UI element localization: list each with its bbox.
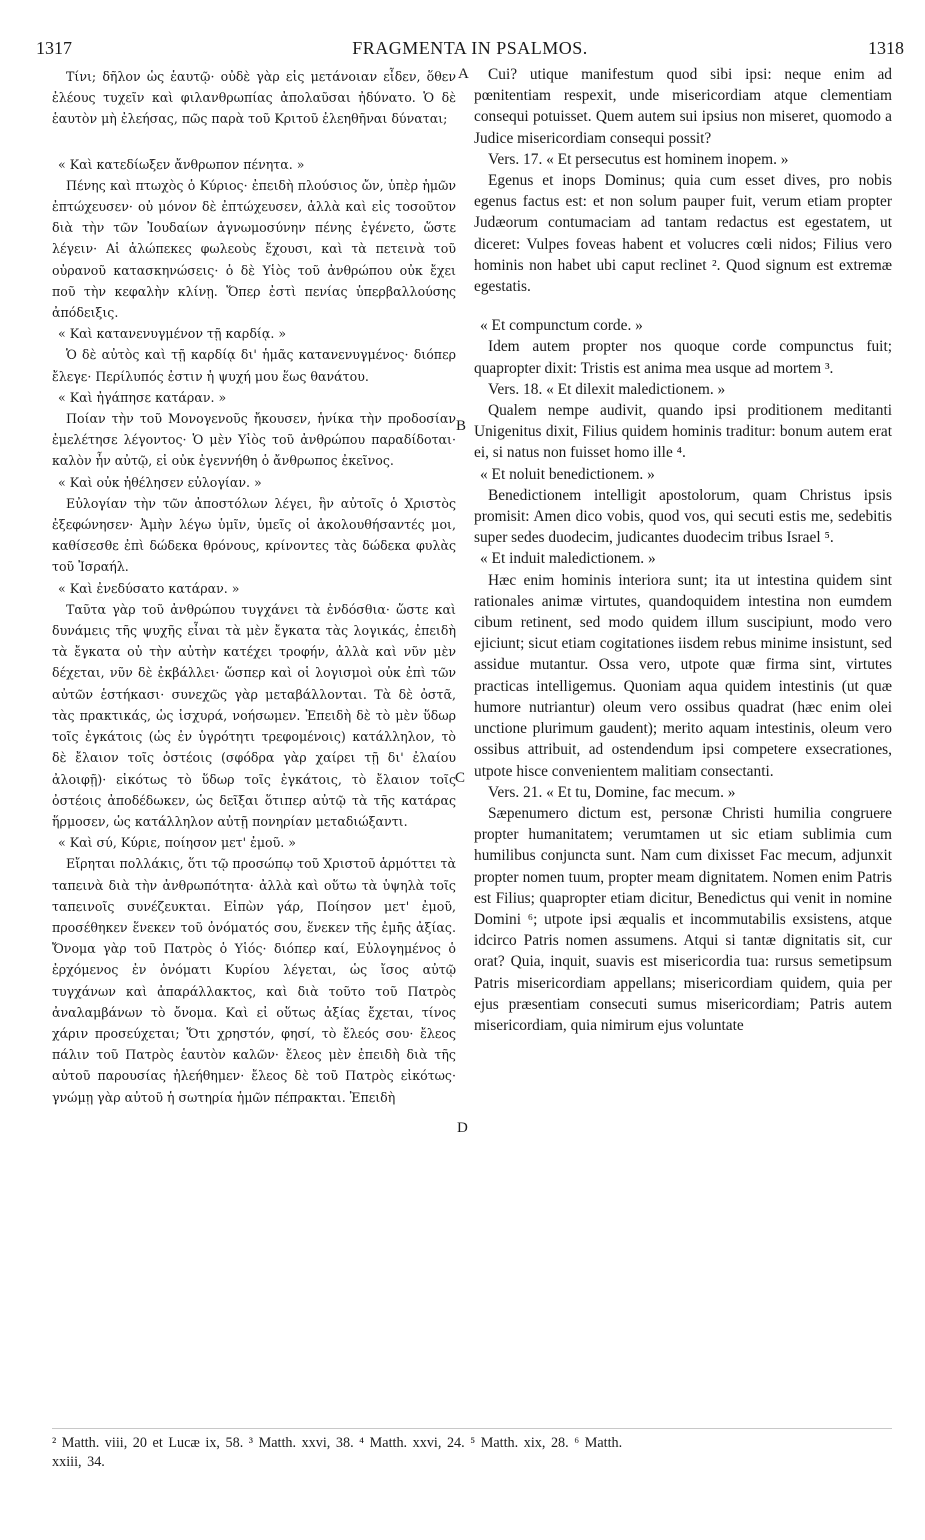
running-header xyxy=(36,38,904,64)
latin-paragraph: Benedictionem intelligit apostolorum, quam Christus ipsis promisit: Amen dico vobis, quod vos, qui secuti estis me, sedebitis super sedes duodecim, judicantes duodecim tribus Israel ⁵. xyxy=(474,486,892,547)
latin-paragraph: Idem autem propter nos quoque corde compunctus fuit; quapropter dixit: Tristis est anima mea usque ad mortem ³. xyxy=(474,338,892,377)
latin-paragraph: Sæpenumero dictum est, personæ Christi humilia congruere propter humanitatem; verumtamen ut sic etiam sublimia cum humilibus conjuncta sunt. Nam cum dixisset Fac mecum, adjunxit propter nomen tuum, propter meam dignitatem. Nomen enim Patris est Filius; quapropter etiam dicitur, Benedictus qui venit in nomine Domini ⁶; utpote ipsi æqualis et incommutabilis exsistens, atque idcirco Patris nomen assumens. Atqui si tantæ dignitatis sit, cur orat? Quia, inquit, suavis est misericordia tua: rursus semetipsum Patris misericordiam appellans; misericordiam quidem, quia per ejus præsentiam consecuti sumus misericordiam; Patris autem misericordiam, quia nimirum ejus voluntate xyxy=(474,804,892,1034)
greek-verse-heading: « Καὶ κατανενυγμένον τῇ καρδίᾳ. » xyxy=(58,326,287,342)
greek-paragraph: Εὐλογίαν τὴν τῶν ἀποστόλων λέγει, ἣν αὐτοῖς ὁ Χριστὸς ἐξεφώνησεν· Ἀμὴν λέγω ὑμῖν, ὑμεῖς οἱ ἀκολουθήσαντές μοι, καθίσεσθε ἐπὶ δώδεκα θρόνους, κρίνοντες τὰς δώδεκα φυλὰς τοῦ Ἰσραήλ. xyxy=(52,495,456,575)
latin-paragraph: Egenus et inops Dominus; quia cum esset dives, pro nobis egenus factus est: et non solum pauper fuit, verum etiam propter Judæorum contumaciam ad tantam redactus est egestatem, ut diceret: Vulpes foveas habent et volucres cœli nidos; Filius vero hominis non habet ubi caput reclinet ². Quod signum est extremæ egestatis. xyxy=(474,172,892,296)
latin-verse-heading: « Et induit maledictionem. » xyxy=(480,550,656,568)
greek-verse-heading: « Καὶ σύ, Κύριε, ποίησον μετ' ἐμοῦ. » xyxy=(58,835,296,851)
latin-verse-heading: Vers. 18. « Et dilexit maledictionem. » xyxy=(488,380,726,398)
footnote-line: xxiii, 34. xyxy=(52,1454,105,1470)
latin-paragraph: Qualem nempe audivit, quando ipsi proditionem meditanti Unigenitus dixit, Filius quidem hominis traditur: bonum autem erat ei, si natus non fuisset homo ille ⁴. xyxy=(474,402,892,462)
greek-paragraph: Εἴρηται πολλάκις, ὅτι τῷ προσώπῳ τοῦ Χριστοῦ ἁρμόττει τὰ ταπεινὰ διὰ τὴν ἀνθρωπότητα· ἀλλὰ καὶ οὕτω τὰ ὑψηλὰ τοῖς ταπεινοῖς συνέζευκται. Εἰπὼν γάρ, Ποίησον μετ' ἐμοῦ, προσέθηκεν ἕνεκεν τοῦ ὀνόματός σου, ἕνεκεν τῆς ἐμῆς ἀξίας. Ὄνομα γὰρ τοῦ Πατρὸς ὁ Υἱός· διόπερ καί, Εὐλογημένος ὁ ἐρχόμενος ἐν ὀνόματι Κυρίου λέγεται, ὡς ἴσος αὐτῷ τυγχάνων καὶ ἀπαράλλακτος, καὶ διὰ τοῦτο τοῦ Πατρὸς ἀναλαμβάνων τὸ ὄνομα. Καὶ εἰ οὕτως ἀξίας ἔχεται, τίνος χάριν προσεύχεται; Ὅτι χρηστόν, φησί, τὸ ἔλεός σου· ἔλεος πάλιν τοῦ Πατρὸς ἑαυτὸν καλῶν· ἔλεος μὲν ἐπειδὴ διὰ τῆς αὐτοῦ παρουσίας ἠλεήθημεν· ἔλεος δὲ τοῦ Πατρὸς εἰκότως· γνώμῃ γὰρ αὐτοῦ ἡ σωτηρία ἡμῶν πέπρακται. Ἐπειδὴ xyxy=(52,856,456,1105)
latin-verse-heading: Vers. 17. « Et persecutus est hominem inopem. » xyxy=(488,150,789,168)
latin-paragraph: Cui? utique manifestum quod sibi ipsi: neque enim ad pœnitentiam respexit, unde misericordiam atque clementiam consequi potuisset. Quem autem sui ipsius non miseret, quomodo a Judice misericordiam consequi possit? xyxy=(474,66,892,147)
page-number-right: 1318 xyxy=(868,38,904,58)
greek-paragraph: Ταῦτα γὰρ τοῦ ἀνθρώπου τυγχάνει τὰ ἐνδόσθια· ὥστε καὶ δυνάμεις τῆς ψυχῆς εἶναι τὰ μὲν ἔγκατα τὰς λογικάς, ἐπειδὴ τὰ ἔγκατα οὐ τὴν αὐτὴν κατέχει τροφήν, ἀλλὰ καὶ νῦν μὲν δέχεται, νῦν δὲ ἐκβάλλει· ὥσπερ καὶ οἱ λογισμοὶ οὐκ ἐπὶ τῶν αὐτῶν ἑστήκασι· συνεχῶς γὰρ μεταβάλλονται. Τὰ δὲ ὀστᾶ, τὰς πρακτικάς, ὡς ἰσχυρά, νοήσωμεν. Ἐπειδὴ δὲ τὸ μὲν ὕδωρ τοῖς ἐγκάτοις (ὡς ἐν ὑγρότητι τρεφομένοις) κατάλληλον, τὸ δὲ ἔλαιον τοῖς ὀστέοις (σφόδρα γὰρ χαίρει τῇ δι' ἐλαίου ἀλοιφῇ)· εἰκότως τὸ ὕδωρ τοῖς ἐγκάτοις, τὸ ἔλαιον τοῖς ὀστέοις ἀποδέδωκεν, ὡς δεῖξαι ὅτιπερ αὐτῷ τὰ τῆς κατάρας ἥρμοσεν, ὡς κατάλληλον αὐτῇ πονηρίαν μεταδιώξαντι. xyxy=(52,601,456,829)
greek-paragraph: Ὁ δὲ αὐτὸς καὶ τῇ καρδίᾳ δι' ἡμᾶς κατανενυγμένος· διόπερ ἔλεγε· Περίλυπός ἐστιν ἡ ψυχή μου ἕως θανάτου. xyxy=(52,347,456,384)
latin-column xyxy=(474,64,892,1036)
margin-marker-b: B xyxy=(456,418,467,434)
greek-verse-heading: « Καὶ ἐνεδύσατο κατάραν. » xyxy=(58,580,240,596)
greek-verse-heading: « Καὶ ἠγάπησε κατάραν. » xyxy=(58,389,227,405)
greek-paragraph: Ποίαν τὴν τοῦ Μονογενοῦς ἤκουσεν, ἡνίκα τὴν προδοσίαν ἐμελέτησε λέγοντος· Ὁ μὲν Υἱὸς τοῦ ἀνθρώπου παραδίδοται· καλὸν ἦν αὐτῷ, εἰ οὐκ ἐγεννήθη ὁ ἄνθρωπος ἐκεῖνος. xyxy=(52,411,456,469)
greek-paragraph: Πένης καὶ πτωχὸς ὁ Κύριος· ἐπειδὴ πλούσιος ὤν, ὑπὲρ ἡμῶν ἐπτώχευσεν· οὐ μόνον δὲ ἐπτώχευσεν, ἀλλὰ καὶ εἰς τοσοῦτον διὰ τὴν τῶν Ἰουδαίων ἀγνωμοσύνην πένης ἐγένετο, ὥστε λέγειν· Αἱ ἀλώπεκες φωλεοὺς ἔχουσι, καὶ τὰ πετεινὰ τοῦ οὐρανοῦ κατασκηνώσεις· ὁ δὲ Υἱὸς τοῦ ἀνθρώπου οὐκ ἔχει ποῦ τὴν κεφαλὴν κλίνῃ. Ὅπερ ἐστὶ πενίας ὑπερβαλλούσης ἀπόδειξις. xyxy=(52,177,456,321)
latin-verse-heading: Vers. 21. « Et tu, Domine, fac mecum. » xyxy=(488,783,736,801)
greek-column xyxy=(52,64,456,1108)
running-title: FRAGMENTA IN PSALMOS. xyxy=(352,38,588,58)
greek-verse-heading: « Καὶ οὐκ ἠθέλησεν εὐλογίαν. » xyxy=(58,474,262,490)
margin-marker-a: A xyxy=(458,66,469,82)
margin-marker-d: D xyxy=(457,1120,468,1136)
footnote-rule xyxy=(52,1428,892,1429)
footnote-line: ² Matth. viii, 20 et Lucæ ix, 58. ³ Matth. xxvi, 38. ⁴ Matth. xxvi, 24. ⁵ Matth. xix, 28. ⁶ Matth. xyxy=(52,1435,623,1451)
greek-verse-heading: « Καὶ κατεδίωξεν ἄνθρωπον πένητα. » xyxy=(58,156,305,172)
latin-verse-heading: « Et compunctum corde. » xyxy=(480,317,643,335)
margin-marker-c: C xyxy=(455,770,466,786)
latin-verse-heading: « Et noluit benedictionem. » xyxy=(480,465,655,483)
greek-paragraph: Τίνι; δῆλον ὡς ἑαυτῷ· οὐδὲ γὰρ εἰς μετάνοιαν εἶδεν, ὅθεν ἐλέους τυχεῖν καὶ φιλανθρωπίας ἀπολαῦσαι ἠδύνατο. Ὁ δὲ ἑαυτὸν μὴ ἐλεήσας, πῶς παρὰ τοῦ Κριτοῦ ἐλεηθῆναι δύναται; xyxy=(52,69,456,127)
page-number-left: 1317 xyxy=(36,38,72,58)
latin-paragraph: Hæc enim hominis interiora sunt; ita ut intestina quidem sint rationales animæ virtutes, quandoquidem intestina non eumdem cibum retinent, sed modo quidem illum suscipiunt, modo vero ejiciunt; sicut etiam cogitationes iisdem rebus minime insistunt, sed assidue mutantur. Ossa vero, utpote quæ firma sint, virtutes practicas intelligemus. Quoniam aqua quidem intestinis (ut quæ humore nutriantur) oleum vero ossibus quadrat (hæc enim olei unctione plurimum gaudent); merito aquam intestinis, oleum vero ossibus attribuit, ad ostendendum ipsi competere exsecrationes, utpote hisce convenientem malitiam consectanti. xyxy=(474,571,892,780)
